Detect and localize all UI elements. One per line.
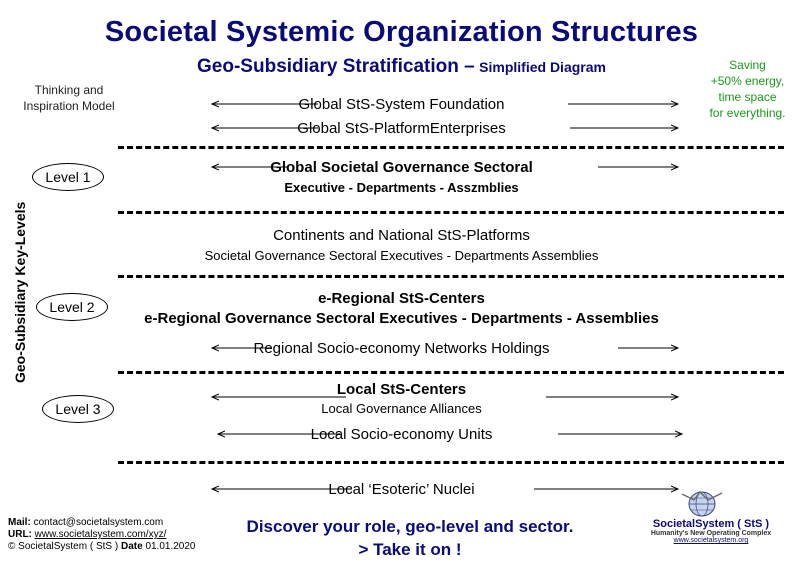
row-regional-networks: Regional Socio-economy Networks Holdings: [253, 340, 550, 357]
footer-copyright-line: [8, 541, 196, 553]
row-local-nuclei: Local ‘Esoteric’ Nuclei: [328, 481, 475, 498]
row-local-centers-sub: Local Governance Alliances: [321, 401, 482, 416]
cta-line-1: Discover your role, geo-level and sector.: [246, 517, 574, 536]
thinking-line: Inspiration Model: [23, 99, 115, 113]
row-eregional: e-Regional StS-Centers: [318, 290, 485, 307]
footer-url-line: [8, 529, 196, 541]
site-link[interactable]: www.societalsystem.com/xyz/: [34, 529, 167, 540]
row-continents-sub: Societal Governance Sectoral Executives - Departments Assemblies: [204, 248, 599, 263]
cta-line-2: > Take it on !: [358, 540, 462, 559]
thinking-line: Thinking and: [34, 83, 104, 97]
mail-label: Mail:: [8, 517, 31, 528]
brand-url[interactable]: www.societalsystem.org: [673, 537, 749, 544]
brand-block: [636, 518, 786, 544]
level-3-badge: Level 3: [42, 395, 114, 423]
vertical-axis-label: Geo-Subsidiary Key-Levels: [12, 201, 28, 383]
subtitle-small: Simplified Diagram: [479, 59, 606, 75]
saving-line: for everything.: [709, 106, 786, 120]
row-eregional-sub: e-Regional Governance Sectoral Executives - Departments - Assemblies: [144, 310, 659, 327]
date-label: Date: [120, 541, 143, 552]
copyright: © SocietalSystem ( StS ): [8, 541, 119, 552]
date-value: 01.01.2020: [145, 541, 196, 552]
footer-mail-line: [8, 517, 196, 529]
mail-address[interactable]: contact@societalsystem.com: [33, 517, 164, 528]
globe-logo-icon: [680, 488, 724, 518]
row-continents: Continents and National StS-Platforms: [273, 227, 530, 244]
level-2-badge: Level 2: [36, 293, 108, 321]
level-1-badge: Level 1: [32, 163, 104, 191]
row-global-governance-sub: Executive - Departments - Asszmblies: [284, 180, 519, 195]
brand-name: SocietalSystem ( StS ): [652, 518, 770, 530]
url-label: URL:: [8, 529, 32, 540]
row-local-centers: Local StS-Centers: [336, 381, 467, 398]
brand-tagline: Humanity's New Operating Complex: [650, 530, 772, 537]
diagram-title: Societal Systemic Organization Structures: [104, 16, 699, 48]
saving-line: +50% energy,: [710, 74, 785, 88]
call-to-action: [190, 515, 630, 561]
row-global-foundation: Global StS-System Foundation: [298, 96, 505, 113]
row-local-units: Local Socio-economy Units: [310, 426, 493, 443]
subtitle-main: Geo-Subsidiary Stratification –: [197, 56, 475, 77]
footer-contact: [8, 517, 196, 553]
saving-line: time space: [718, 90, 777, 104]
saving-line: Saving: [729, 58, 766, 72]
row-global-governance: Global Societal Governance Sectoral: [270, 159, 533, 176]
row-global-platform: Global StS-PlatformEnterprises: [297, 120, 506, 137]
